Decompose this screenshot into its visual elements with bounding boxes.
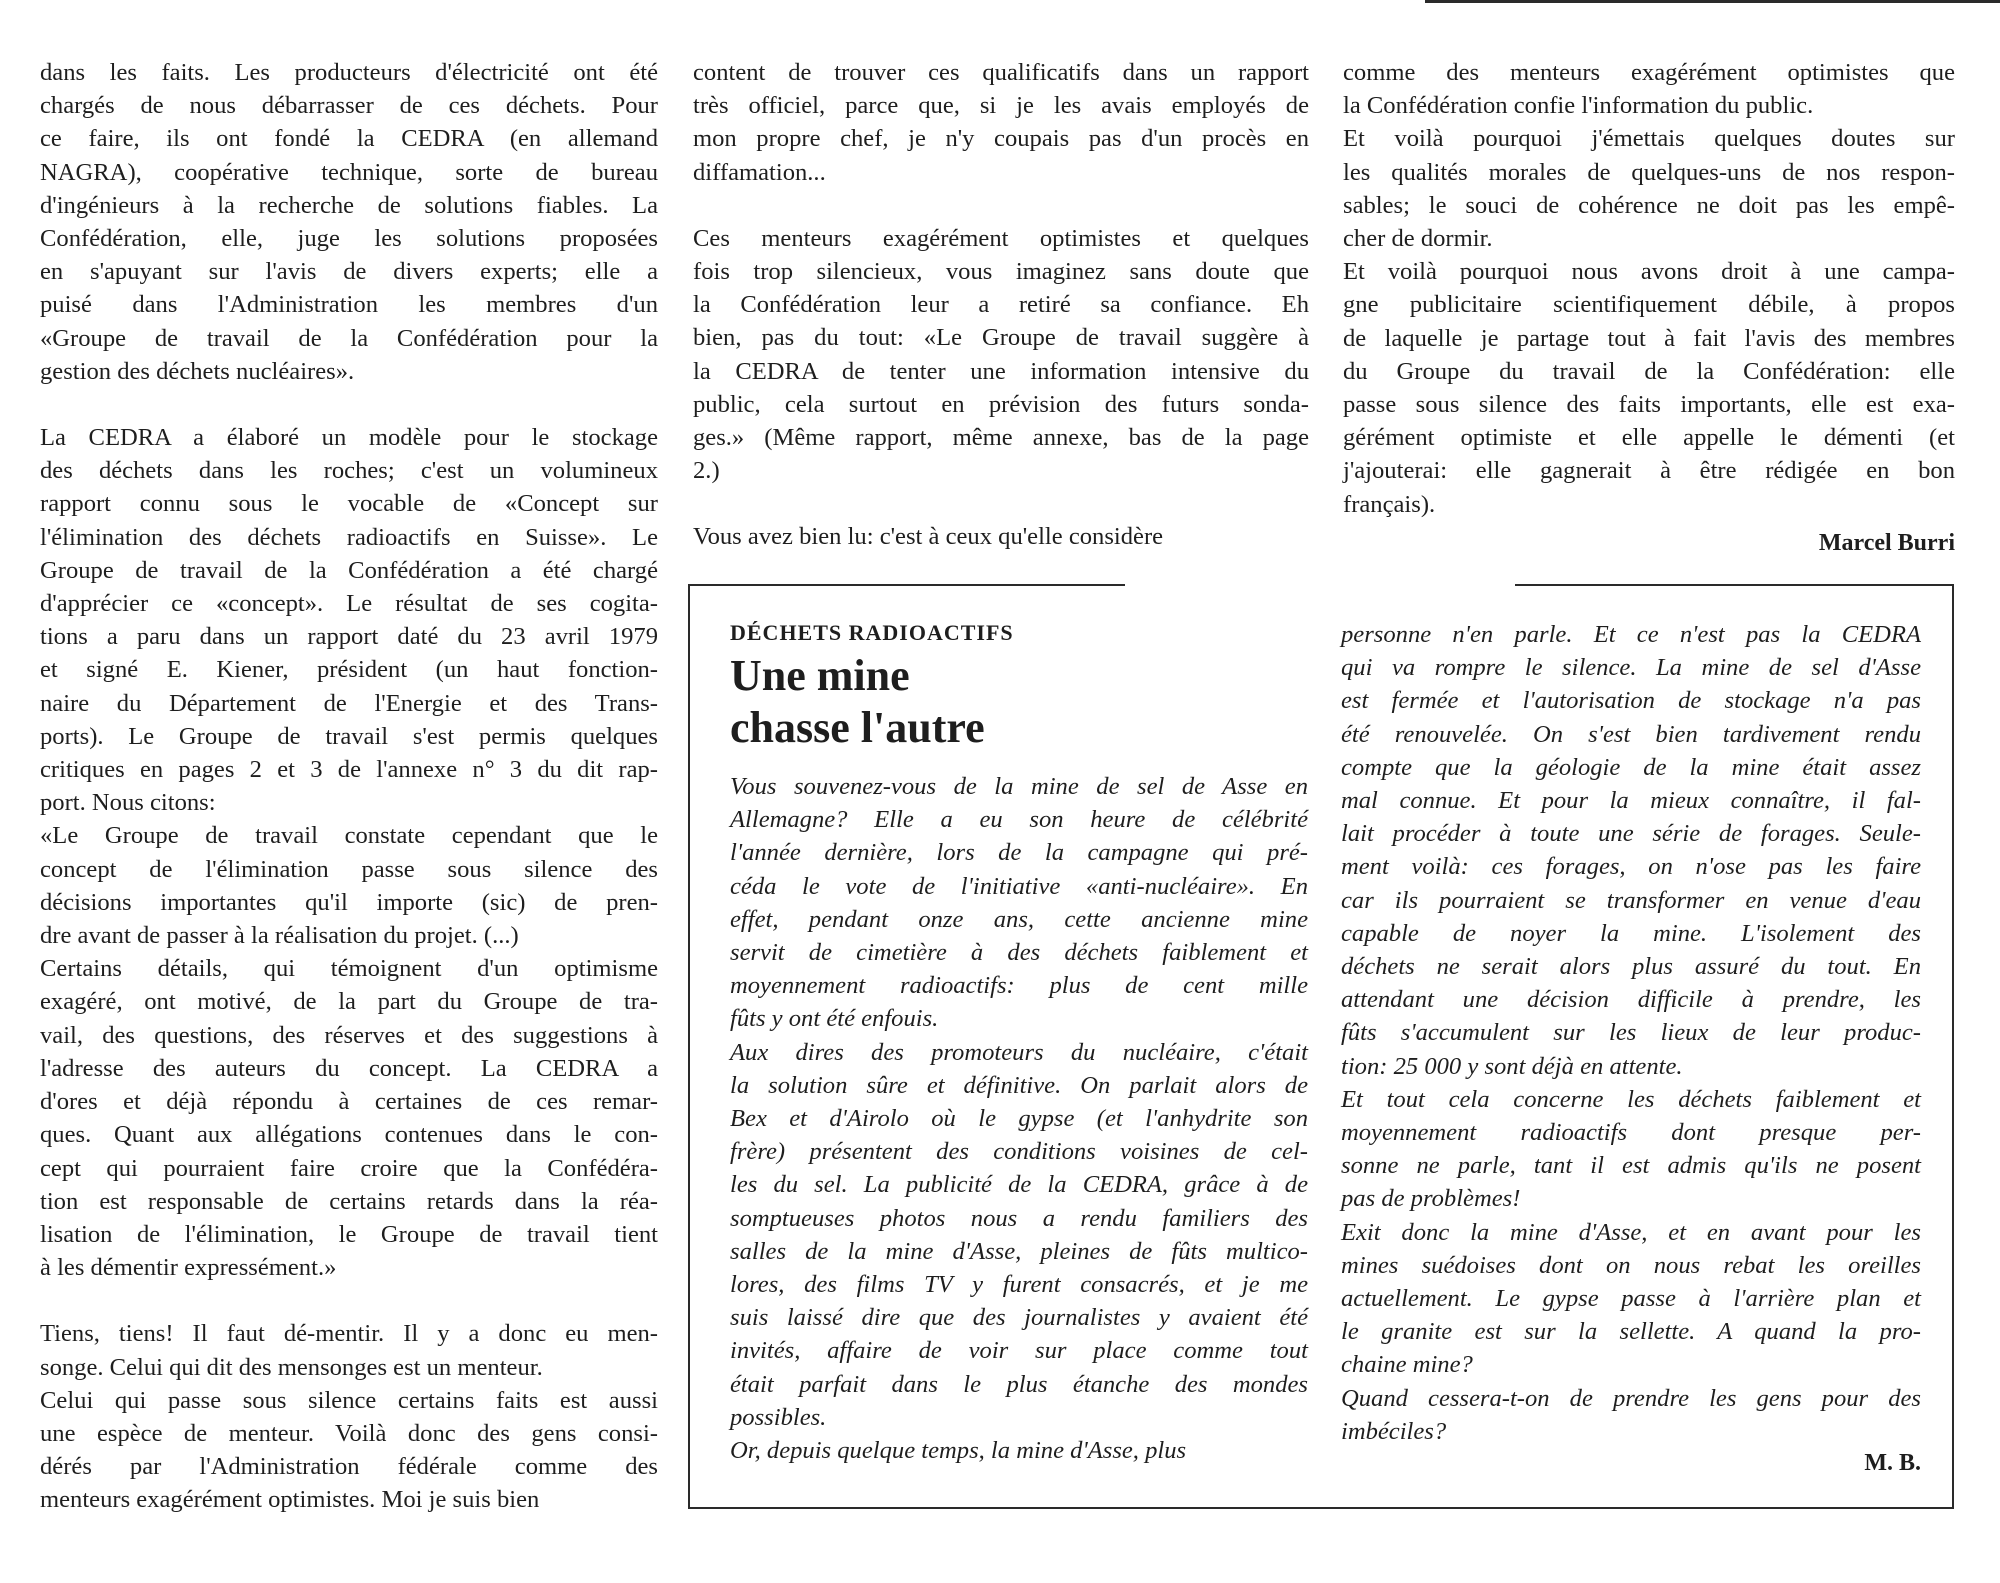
text-line: comme des menteurs exagérément optimistes que — [1343, 59, 1955, 86]
text-line: décisions importantes qu'il importe (sic) de pren- — [40, 888, 658, 916]
text-line: mal connue. Et pour la mieux connaître, il fal- — [1341, 787, 1921, 815]
text-line: critiques en pages 2 et 3 de l'annexe n° 3 du dit rap- — [40, 756, 658, 784]
text-line: les qualités morales de quelques-uns de nos respon- — [1343, 158, 1955, 186]
text-line: Et voilà pourquoi nous avons droit à une campa- — [1343, 258, 1955, 286]
text-line: compte que la géologie de la mine était assez — [1341, 753, 1921, 781]
text-line: somptueuses photos nous a rendu familiers des — [730, 1204, 1308, 1232]
text-line: déchets ne serait alors plus assuré du tout. En — [1341, 953, 1921, 981]
text-line: concept de l'élimination passe sous silence des — [40, 855, 658, 883]
sidebar-signature: M. B. — [1864, 1450, 1921, 1477]
text-line: l'adresse des auteurs du concept. La CEDRA a — [40, 1054, 658, 1082]
text-line: effet, pendant onze ans, cette ancienne mine — [730, 905, 1308, 933]
text-line: Exit donc la mine d'Asse, et en avant pour les — [1341, 1218, 1921, 1246]
text-line: est fermée et l'autorisation de stockage n'a pas — [1341, 687, 1921, 715]
text-line: exagéré, ont motivé, de la part du Groupe de tra- — [40, 988, 658, 1016]
text-line: à les démentir expressément.» — [40, 1254, 337, 1282]
text-line: Vous avez bien lu: c'est à ceux qu'elle considère — [693, 523, 1164, 551]
paragraph-gap — [40, 1284, 658, 1317]
text-line: d'ores et déjà répondu à certaines de ces remar- — [40, 1088, 658, 1116]
text-line: tion: 25 000 y sont déjà en attente. — [1341, 1052, 1683, 1080]
headline-line-2: chasse l'autre — [730, 703, 985, 752]
text-line: français). — [1343, 490, 1436, 518]
text-line: Bex et d'Airolo où le gypse (et l'anhydrite son — [730, 1105, 1308, 1133]
text-line: frère) présentent des conditions voisines de cel- — [730, 1138, 1308, 1166]
text-line: suis laissé dire que des journalistes y avaient été — [730, 1304, 1308, 1332]
text-line: naire du Département de l'Energie et des Trans- — [40, 689, 658, 717]
text-line: bien, pas du tout: «Le Groupe de travail suggère à — [693, 324, 1309, 352]
text-line: une espèce de menteur. Voilà donc des gens consi- — [40, 1419, 658, 1447]
text-line: l'année dernière, lors de la campagne qui pré- — [730, 839, 1308, 867]
text-line: ges.» (Même rapport, même annexe, bas de la page — [693, 424, 1309, 452]
box-border-gap — [1125, 582, 1515, 590]
text-line: personne n'en parle. Et ce n'est pas la CEDRA — [1341, 621, 1921, 648]
text-line: ports). Le Groupe de travail s'est permis quelques — [40, 722, 658, 750]
text-line: content de trouver ces qualificatifs dans un rapport — [693, 59, 1309, 86]
text-line: gérément optimiste et elle appelle le démenti (et — [1343, 424, 1955, 452]
text-line: Allemagne? Elle a eu son heure de célébrité — [730, 806, 1308, 834]
text-line: qui va rompre le silence. La mine de sel d'Asse — [1341, 654, 1921, 682]
text-line: et signé E. Kiener, président (un haut fonction- — [40, 656, 658, 684]
text-line: Tiens, tiens! Il faut dé-mentir. Il y a donc eu men- — [40, 1320, 658, 1348]
text-line: fûts s'accumulent sur les lieux de leur produc- — [1341, 1019, 1921, 1047]
article-column-1 — [40, 56, 658, 1517]
text-line: attendant une décision difficile à prendre, les — [1341, 986, 1921, 1014]
text-line: Certains détails, qui témoignent d'un optimisme — [40, 955, 658, 983]
text-line: puisé dans l'Administration les membres d'un — [40, 291, 658, 319]
text-line: cept qui pourraient faire croire que la Confédéra- — [40, 1154, 658, 1182]
headline-line-1: Une mine — [730, 651, 910, 700]
top-rule — [1425, 0, 2000, 3]
text-line: moyennement radioactifs dont presque per- — [1341, 1119, 1921, 1147]
article-column-3 — [1343, 56, 1955, 560]
text-line: chargés de nous débarrasser de ces déchets. Pour — [40, 92, 658, 120]
text-line: rapport connu sous le vocable de «Concept sur — [40, 490, 658, 518]
text-line: cher de dormir. — [1343, 225, 1493, 253]
sidebar-kicker: DÉCHETS RADIOACTIFS — [730, 620, 1014, 645]
text-line: j'ajouterai: elle gagnerait à être rédigée en bon — [1343, 457, 1955, 485]
text-line: la CEDRA de tenter une information intensive du — [693, 357, 1309, 385]
text-line: lores, des films TV y furent consacrés, et je me — [730, 1271, 1308, 1299]
text-line: passe sous silence des faits importants, elle est exa- — [1343, 391, 1955, 419]
text-line: diffamation... — [693, 158, 826, 186]
text-line: Or, depuis quelque temps, la mine d'Asse, plus — [730, 1437, 1187, 1465]
text-line: dre avant de passer à la réalisation du projet. (...) — [40, 922, 519, 950]
text-line: céda le vote de l'initiative «anti-nucléaire». En — [730, 872, 1308, 900]
article-column-2 — [693, 56, 1309, 554]
text-line: tions a paru dans un rapport daté du 23 avril 1979 — [40, 623, 658, 651]
paragraph-gap — [40, 388, 658, 421]
text-line: tion est responsable de certains retards dans la réa- — [40, 1187, 658, 1215]
text-line: car ils pourraient se transformer en venue d'eau — [1341, 886, 1921, 914]
text-line: Vous souvenez-vous de la mine de sel de Asse en — [730, 773, 1308, 800]
sidebar-right-column — [1341, 618, 1921, 1477]
text-line: était parfait dans le plus étanche des mondes — [730, 1370, 1308, 1398]
text-line: Celui qui passe sous silence certains faits est aussi — [40, 1386, 658, 1414]
text-line: port. Nous citons: — [40, 789, 216, 817]
sidebar-left-column — [730, 618, 1308, 1467]
text-line: très officiel, parce que, si je les avais employés de — [693, 92, 1309, 120]
text-line: de laquelle je partage tout à fait l'avis des membres — [1343, 324, 1955, 352]
text-line: Quand cessera-t-on de prendre les gens pour des — [1341, 1384, 1921, 1412]
text-line: mines suédoises dont on nous rebat les oreilles — [1341, 1251, 1921, 1279]
text-line: fûts y ont été enfouis. — [730, 1005, 939, 1033]
text-line: d'apprécier ce «concept». Le résultat de ses cogita- — [40, 590, 658, 618]
text-line: invités, affaire de voir sur place comme tout — [730, 1337, 1308, 1365]
text-line: l'élimination des déchets radioactifs en Suisse». Le — [40, 523, 658, 551]
text-line: dans les faits. Les producteurs d'électricité ont été — [40, 59, 658, 86]
text-line: la Confédération leur a retiré sa confiance. Eh — [693, 291, 1309, 319]
text-line: actuellement. Le gypse passe à l'arrière plan et — [1341, 1285, 1921, 1313]
text-line: gestion des déchets nucléaires». — [40, 357, 355, 385]
text-line: Confédération, elle, juge les solutions proposées — [40, 225, 658, 253]
paragraph-gap — [693, 189, 1309, 222]
text-line: «Groupe de travail de la Confédération pour la — [40, 324, 658, 352]
text-line: des déchets dans les roches; c'est un volumineux — [40, 457, 658, 485]
text-line: Groupe de travail de la Confédération a été chargé — [40, 556, 658, 584]
text-line: dérés par l'Administration fédérale comme des — [40, 1453, 658, 1481]
text-line: vail, des questions, des réserves et des suggestions à — [40, 1021, 658, 1049]
text-line: public, cela surtout en prévision des futurs sonda- — [693, 390, 1309, 418]
sidebar-headline — [730, 650, 1308, 754]
text-line: salles de la mine d'Asse, pleines de fûts multico- — [730, 1237, 1308, 1265]
text-line: du Groupe du travail de la Confédération: elle — [1343, 357, 1955, 385]
text-line: fois trop silencieux, vous imaginez sans doute que — [693, 258, 1309, 286]
text-line: menteurs exagérément optimistes. Moi je suis bien — [40, 1486, 540, 1514]
text-line: lisation de l'élimination, le Groupe de travail tient — [40, 1220, 658, 1248]
paragraph-gap — [693, 487, 1309, 520]
text-line: le granite est sur la sellette. A quand la pro- — [1341, 1318, 1921, 1346]
text-line: pas de problèmes! — [1341, 1185, 1521, 1213]
text-line: imbéciles? — [1341, 1417, 1447, 1445]
text-line: ce faire, ils ont fondé la CEDRA (en allemand — [40, 125, 658, 153]
text-line: la Confédération confie l'information du public. — [1343, 92, 1814, 120]
text-line: servit de cimetière à des déchets faiblement et — [730, 939, 1308, 967]
text-line: ment voilà: ces forages, on n'ose pas les faire — [1341, 853, 1921, 881]
text-line: capable de noyer la mine. L'isolement des — [1341, 919, 1921, 947]
text-line: Et voilà pourquoi j'émettais quelques doutes sur — [1343, 125, 1955, 153]
text-line: songe. Celui qui dit des mensonges est un menteur. — [40, 1353, 543, 1381]
text-line: été renouvelée. On s'est bien tardivement rendu — [1341, 720, 1921, 748]
text-line: sonne ne parle, tant il est admis qu'ils ne posent — [1341, 1152, 1921, 1180]
text-line: possibles. — [730, 1403, 827, 1431]
text-line: moyennement radioactifs: plus de cent mille — [730, 972, 1308, 1000]
author-signature: Marcel Burri — [1818, 529, 1955, 556]
text-line: gne publicitaire scientifiquement débile, à propos — [1343, 291, 1955, 319]
text-line: d'ingénieurs à la recherche de solutions fiables. La — [40, 191, 658, 219]
text-line: 2.) — [693, 457, 720, 485]
sidebar-box — [688, 584, 1954, 1509]
text-line: les du sel. La publicité de la CEDRA, grâce à de — [730, 1171, 1308, 1199]
text-line: mon propre chef, je n'y coupais pas d'un procès en — [693, 125, 1309, 153]
text-line: Et tout cela concerne les déchets faiblement et — [1341, 1085, 1921, 1113]
text-line: Aux dires des promoteurs du nucléaire, c'était — [730, 1038, 1308, 1066]
text-line: chaine mine? — [1341, 1351, 1473, 1379]
text-line: ques. Quant aux allégations contenues dans le con- — [40, 1121, 658, 1149]
text-line: Ces menteurs exagérément optimistes et quelques — [693, 224, 1309, 252]
text-line: lait procéder à toute une série de forages. Seule- — [1341, 820, 1921, 848]
text-line: en s'apuyant sur l'avis de divers experts; elle a — [40, 258, 658, 286]
text-line: sables; le souci de cohérence ne doit pas les empê- — [1343, 191, 1955, 219]
text-line: la solution sûre et définitive. On parlait alors de — [730, 1071, 1308, 1099]
text-line: La CEDRA a élaboré un modèle pour le stockage — [40, 424, 658, 452]
text-line: «Le Groupe de travail constate cependant que le — [40, 822, 658, 850]
text-line: NAGRA), coopérative technique, sorte de bureau — [40, 158, 658, 186]
